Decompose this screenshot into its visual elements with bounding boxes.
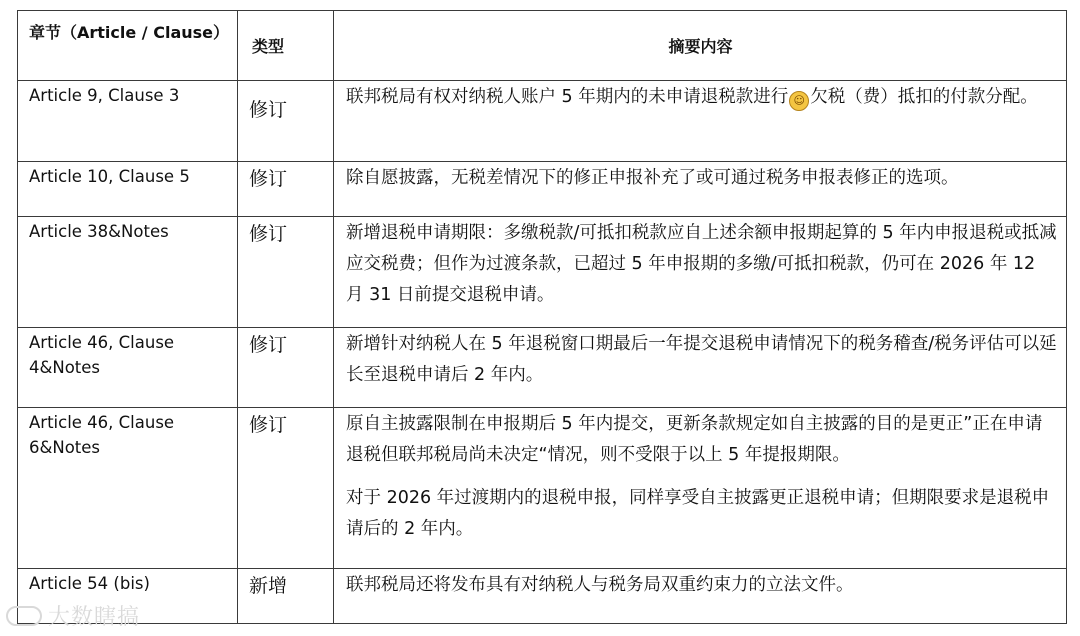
watermark-text: 大数瞎搞	[48, 605, 141, 630]
table-row	[18, 408, 1067, 569]
article-cell: Article 54 (bis)	[18, 569, 238, 624]
summary-text: 联邦税局有权对纳税人账户 5 年期内的未申请退税款进行	[346, 87, 789, 107]
watermark	[6, 600, 140, 631]
summary-paragraph: 对于 2026 年过渡期内的退税申报，同样享受自主披露更正退税申请；但期限要求是退税申请后的 2 年内。	[346, 488, 1050, 539]
article-cell: Article 10, Clause 5	[18, 162, 238, 217]
table-row	[18, 569, 1067, 624]
summary-paragraph: 原自主披露限制在申报期后 5 年内提交，更新条款规定如自主披露的目的是更正”正在申请退税但联邦税局尚未决定“情况，则不受限于以上 5 年提报期限。	[346, 414, 1043, 465]
article-cell: Article 9, Clause 3	[18, 81, 238, 162]
header-article: 章节（Article / Clause）	[18, 11, 238, 81]
type-cell: 新增	[238, 569, 334, 624]
table-row	[18, 328, 1067, 408]
summary-cell: 除自愿披露，无税差情况下的修正申报补充了或可通过税务申报表修正的选项。	[334, 162, 1067, 217]
summary-cell	[334, 81, 1067, 162]
table-row	[18, 81, 1067, 162]
summary-text: 欠税（费）抵扣的付款分配。	[810, 87, 1038, 107]
summary-cell	[334, 408, 1067, 569]
article-cell: Article 38&Notes	[18, 217, 238, 328]
summary-cell: 新增退税申请期限：多缴税款/可抵扣税款应自上述余额申报期起算的 5 年内申报退税或抵减应交税费；但作为过渡条款，已超过 5 年申报期的多缴/可抵扣税款，仍可在 2026 年 12 月 31 日前提交退税申请。	[334, 217, 1067, 328]
article-cell: Article 46, Clause 4&Notes	[18, 328, 238, 408]
table-row	[18, 162, 1067, 217]
type-cell: 修订	[238, 408, 334, 569]
summary-cell: 联邦税局还将发布具有对纳税人与税务局双重约束力的立法文件。	[334, 569, 1067, 624]
header-summary: 摘要内容	[334, 11, 1067, 81]
amendments-table	[17, 10, 1067, 624]
summary-cell: 新增针对纳税人在 5 年退税窗口期最后一年提交退税申请情况下的税务稽查/税务评估可以延长至退税申请后 2 年内。	[334, 328, 1067, 408]
article-cell: Article 46, Clause 6&Notes	[18, 408, 238, 569]
header-type: 类型	[238, 11, 334, 81]
type-cell: 修订	[238, 162, 334, 217]
header-row	[18, 11, 1067, 81]
type-cell: 修订	[238, 81, 334, 162]
type-cell: 修订	[238, 328, 334, 408]
table-row	[18, 217, 1067, 328]
type-cell: 修订	[238, 217, 334, 328]
emoji-icon: ☺	[789, 91, 809, 111]
watermark-logo-icon	[6, 606, 42, 626]
